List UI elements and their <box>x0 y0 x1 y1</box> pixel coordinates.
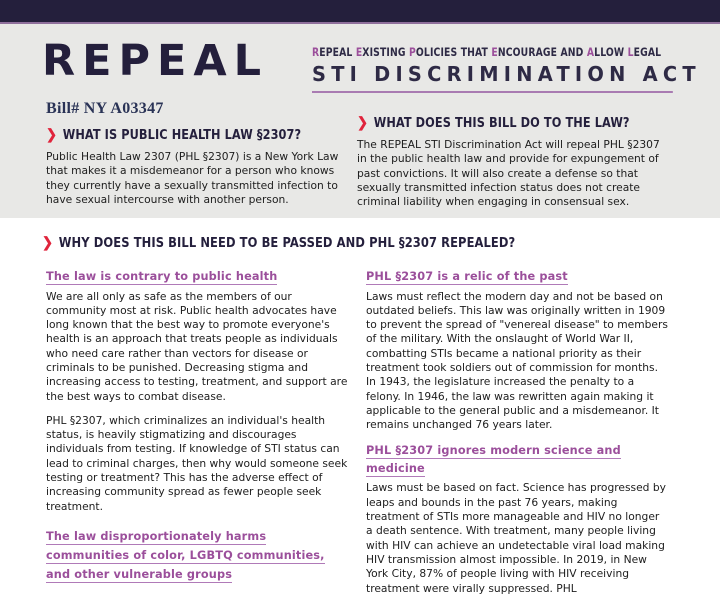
acronym-letter: E <box>355 46 363 59</box>
subheading-text: PHL §2307 ignores modern science and medicine <box>366 444 621 475</box>
chevron-right-icon: ❯ <box>42 234 54 250</box>
paragraph-modern-science: Laws must be based on fact. Science has progressed by leaps and bounds in the past 76 years, making treatment of STIs more manageable and HIV no longer a death sentence. With treatment, many people living with HIV can achieve an undetectable viral load making HIV transmission almost impossible. In 2019, in New York City, 87% of people living with HIV receiving treatment were virally suppressed. PHL <box>366 481 666 595</box>
paragraph-law-history: Laws must reflect the modern day and not be based on outdated beliefs. This law was originally written in 1909 to prevent the spread of "venereal disease" to members of the military. With the onslaught of World War II, combatting STIs became a national priority as their treatment took soldiers out of commission for months. In 1943, the legislature increased the penalty to a felony. In 1946, the law was rewritten again making it applicable to the general public and a misdemeanor. It remains unchanged 76 years later. <box>366 289 668 432</box>
bill-number: Bill# NY A03347 <box>46 100 164 117</box>
subheading-relic-of-the-past <box>366 268 668 286</box>
subheading-ignores-modern-science <box>366 442 668 477</box>
paragraph-public-health-approach: We are all only as safe as the members of our community most at risk. Public health advocates have long known that the best way to promote everyone's health is an approach that treats people as individuals who need care rather than vectors for disease or criminals to be punished. Decreasing stigma and increasing access to testing, treatment, and support are the best ways to combat disease. <box>46 289 348 403</box>
masthead-text-block <box>312 46 701 93</box>
section-heading-text: WHY DOES THIS BILL NEED TO BE PASSED AND PHL §2307 REPEALED? <box>58 235 516 251</box>
chevron-right-icon: ❯ <box>46 126 58 142</box>
heading-text: WHAT IS PUBLIC HEALTH LAW §2307? <box>62 128 302 143</box>
paragraph-criminalization-discourages-testing: PHL §2307, which criminalizes an individual's health status, is heavily stigmatizing and discourages individuals from testing. If knowledge of STI status can lead to criminal charges, then why would someone seek testing or treatment? This has the adverse effect of increasing community spread as fewer people seek treatment. <box>46 413 348 513</box>
wordmark-repeal: REPEAL <box>42 36 269 86</box>
acronym-letter: R <box>312 46 320 59</box>
act-title: STI DISCRIMINATION ACT <box>312 62 673 93</box>
subheading-contrary-to-public-health <box>46 268 348 286</box>
intro-column-left <box>46 127 351 207</box>
section-heading-why-repeal <box>42 234 515 251</box>
masthead <box>42 36 701 98</box>
heading-what-does-bill-do <box>357 115 644 131</box>
acronym-letter: L <box>627 46 634 59</box>
acronym-letter: A <box>586 46 595 59</box>
main-column-left <box>46 268 348 588</box>
subheading-text: PHL §2307 is a relic of the past <box>366 270 568 283</box>
intro-column-right <box>357 115 662 209</box>
subheading-text: The law disproportionately harms communities of color, LGBTQ communities, and other vulnerable groups <box>46 529 325 581</box>
subheading-text: The law is contrary to public health <box>46 270 278 283</box>
acronym-tagline: REPEAL EXISTING POLICIES THAT ENCOURAGE AND ALLOW LEGAL <box>312 46 662 59</box>
heading-text: WHAT DOES THIS BILL DO TO THE LAW? <box>373 116 630 131</box>
intro-right-body: The REPEAL STI Discrimination Act will repeal PHL §2307 in the public health law and provide for expungement of past convictions. It will also create a defense so that sexually transmitted infection status does not create criminal liability when engaging in consensual sex. <box>357 138 660 209</box>
heading-what-is-phl-2307 <box>46 127 333 143</box>
intro-left-body: Public Health Law 2307 (PHL §2307) is a New York Law that makes it a misdemeanor for a person who knows they currently have a sexually transmitted infection to have sexual intercourse with another person. <box>46 150 339 206</box>
top-accent-bar <box>0 0 720 24</box>
chevron-right-icon: ❯ <box>357 114 369 130</box>
subheading-disproportionate-harm <box>46 527 348 584</box>
main-column-right <box>366 268 668 596</box>
acronym-letter: E <box>491 46 498 59</box>
acronym-letter: P <box>408 46 416 59</box>
